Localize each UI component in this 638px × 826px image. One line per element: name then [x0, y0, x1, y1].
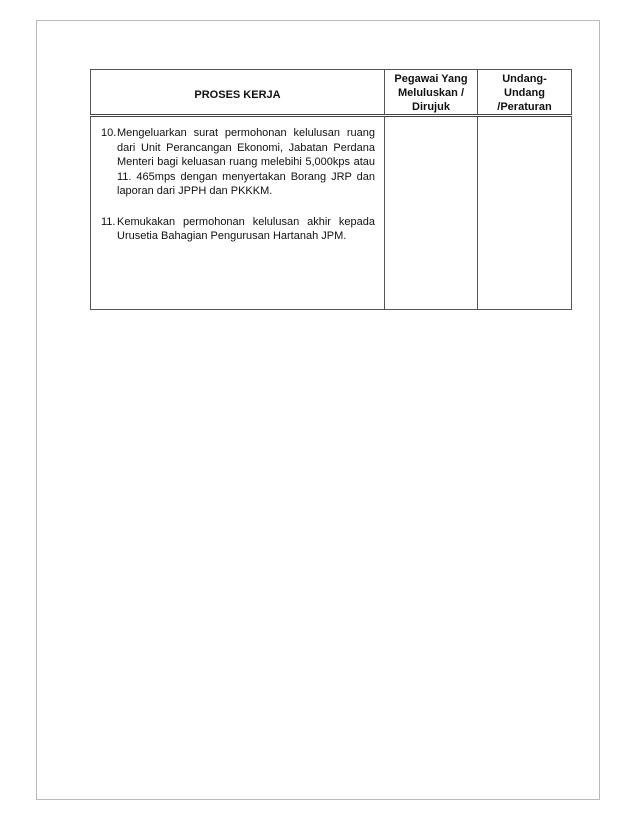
- step-text: Kemukakan permohonan kelulusan akhir kepada Urusetia Bahagian Pengurusan Hartanah JPM.: [117, 215, 375, 242]
- header-undang-line: Undang: [504, 87, 545, 99]
- undang-undang-cell: [478, 116, 572, 310]
- step-number: 11.: [101, 215, 116, 228]
- header-pegawai-line: Dirujuk: [412, 101, 450, 113]
- process-steps-cell: [91, 116, 385, 310]
- work-process-table: [90, 69, 572, 310]
- table-row: [91, 116, 572, 310]
- header-undang-undang: [478, 70, 572, 116]
- pegawai-cell: [385, 116, 478, 310]
- header-pegawai-line: Pegawai Yang: [394, 73, 468, 85]
- header-undang-line: Undang-: [502, 73, 547, 85]
- step-number: 10.: [101, 127, 117, 139]
- header-proses-kerja: PROSES KERJA: [91, 70, 385, 116]
- header-undang-line: /Peraturan: [497, 101, 552, 113]
- header-pegawai-line: Meluluskan /: [397, 87, 465, 99]
- header-pegawai: [385, 70, 478, 116]
- table-header-row: [91, 70, 572, 116]
- process-step: [101, 126, 375, 199]
- step-text: Mengeluarkan surat permohonan kelulusan ruang dari Unit Perancangan Ekonomi, Jabatan Perdana Menteri bagi keluasan ruang melebihi 5,000kps atau 11. 465mps dengan menyertakan Borang JRP dan laporan dari JPPH dan PKKKM.: [117, 127, 375, 197]
- process-step: [101, 215, 375, 244]
